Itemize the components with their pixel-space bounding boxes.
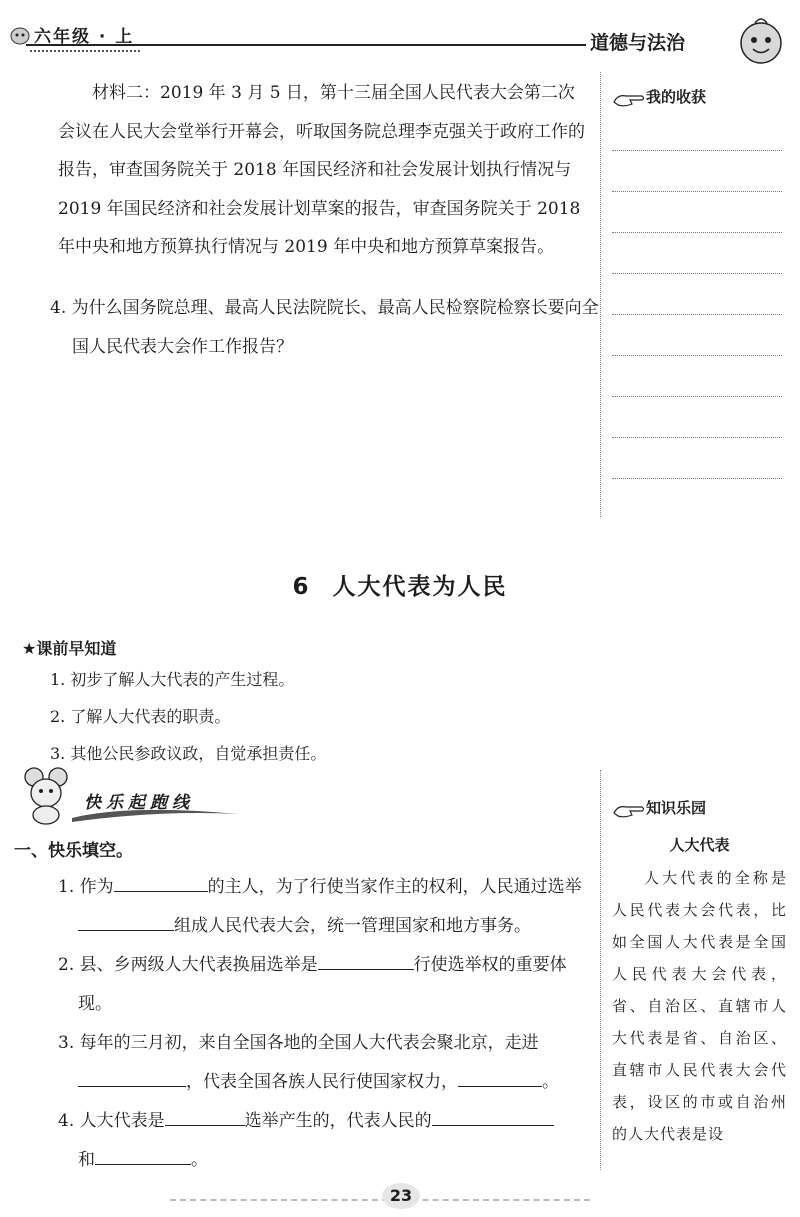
footer-rule [170, 1199, 590, 1201]
exercise-q2 [40, 946, 595, 1024]
mascot-small-icon [8, 24, 32, 46]
notes-divider [600, 72, 601, 517]
material-paragraph: 材料二：2019 年 3 月 5 日，第十三届全国人民代表大会第二次会议在人民大会堂举行开幕会，听取国务院总理李克强关于政府工作的报告，审查国务院关于 2018 年国民经济和社会发展计划执行情况与 2019 年国民经济和社会发展计划草案的报告，审查国务院关于 2018 年中央和地方预算执行情况与 2019 年中央和地方预算草案报告。 [58, 83, 585, 257]
mascot-icon [735, 15, 787, 67]
q1-text-a: 1. 作为 [58, 877, 114, 897]
answer-line[interactable] [612, 437, 782, 438]
q1-text-b: 的主人，为了行使当家作主的权利，人民通过选举 [207, 877, 582, 897]
q4-text-c: 和 [78, 1150, 95, 1170]
page-number: 23 [382, 1183, 420, 1209]
answer-line[interactable] [612, 478, 782, 479]
q2-blank-1[interactable] [318, 951, 414, 970]
q3-text-b: ，代表全国各族人民行使国家权力， [186, 1072, 458, 1092]
header-subject: 道德与法治 [590, 32, 686, 54]
header-dots [30, 50, 140, 52]
q3-blank-2[interactable] [458, 1068, 542, 1087]
answer-line[interactable] [612, 314, 782, 315]
notes-knowledge-title [612, 797, 706, 819]
exercise-heading: 一、快乐填空。 [14, 841, 133, 861]
q3-text-c: 。 [542, 1072, 559, 1092]
chapter-number: 6 [292, 574, 309, 600]
q2-text-a: 2. 县、乡两级人大代表换届选举是 [58, 955, 318, 975]
notes-divider-2 [600, 770, 601, 1170]
notes-harvest-label: 我的收获 [646, 88, 707, 106]
material-question-4: 4. 为什么国务院总理、最高人民法院院长、最高人民检察院检察长要向全国人民代表大会作工作报告？ [50, 298, 599, 357]
q4-text-b: 选举产生的，代表人民的 [244, 1111, 432, 1131]
notes-knowledge-label: 知识乐园 [646, 799, 707, 817]
answer-line[interactable] [612, 273, 782, 274]
q1-blank-1[interactable] [114, 873, 208, 892]
banner-title: 快乐起跑线 [84, 793, 194, 813]
answer-line[interactable] [612, 191, 782, 192]
knowledge-body: 人大代表的全称是人民代表大会代表，比如全国人大代表是全国人民代表大会代表，省、自治区、直辖市人大代表是省、自治区、直辖市人民代表大会代表，设区的市或自治州的人大代表是设 [612, 869, 787, 1143]
q4-blank-1[interactable] [165, 1107, 245, 1126]
q4-blank-3[interactable] [95, 1146, 191, 1165]
q3-text-a: 3. 每年的三月初，来自全国各地的全国人大代表会聚北京，走进 [58, 1033, 539, 1053]
q4-text-a: 4. 人大代表是 [58, 1111, 165, 1131]
notes-harvest-title [612, 86, 706, 108]
exercise-q4 [40, 1102, 595, 1180]
preview-item: 2. 了解人大代表的职责。 [50, 707, 231, 726]
exercise-list [40, 868, 595, 1180]
answer-line[interactable] [612, 150, 782, 151]
pointing-hand-icon [612, 799, 646, 819]
preview-item: 1. 初步了解人大代表的产生过程。 [50, 670, 295, 689]
pointing-hand-icon [612, 88, 646, 108]
mouse-mascot-icon [16, 763, 76, 825]
exercise-q3 [40, 1024, 595, 1102]
q3-blank-1[interactable] [78, 1068, 186, 1087]
q2-text-b: 行使选举权的重要体现。 [78, 955, 567, 1014]
q1-blank-2[interactable] [78, 912, 174, 931]
q1-text-c: 组成人民代表大会，统一管理国家和地方事务。 [174, 916, 531, 936]
answer-line[interactable] [612, 232, 782, 233]
preview-heading: ★课前早知道 [22, 639, 117, 658]
chapter-heading [0, 568, 800, 601]
knowledge-subtitle: 人大代表 [669, 836, 730, 854]
answer-line[interactable] [612, 396, 782, 397]
q4-blank-2[interactable] [432, 1107, 554, 1126]
preview-item: 3. 其他公民参政议政，自觉承担责任。 [50, 744, 327, 763]
header-grade: 六年级 · 上 [34, 27, 135, 47]
q4-text-d: 。 [191, 1150, 208, 1170]
header-rule [26, 44, 586, 46]
exercise-q1 [40, 868, 595, 946]
chapter-title: 人大代表为人民 [332, 574, 508, 600]
answer-line[interactable] [612, 355, 782, 356]
